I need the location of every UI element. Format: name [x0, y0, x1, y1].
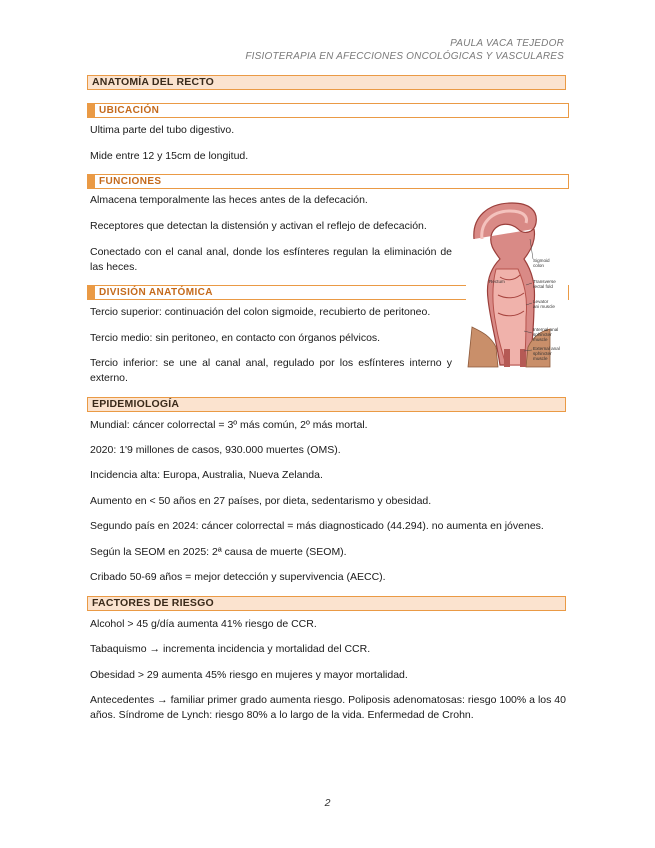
subsection-title-funciones: FUNCIONES: [87, 174, 569, 189]
section-title-anatomia: ANATOMÍA DEL RECTO: [87, 75, 566, 90]
paragraph: Incidencia alta: Europa, Australia, Nueva Zelanda.: [90, 469, 323, 481]
fig-label-sigmoid: Sigmoid: [533, 258, 550, 263]
header-author: PAULA VACA TEJEDOR: [450, 38, 564, 49]
fig-label-levator: ani muscle: [533, 304, 555, 309]
paragraph: Mundial: cáncer colorrectal = 3º más común, 2º más mortal.: [90, 419, 368, 431]
paragraph: Obesidad > 29 aumenta 45% riesgo en mujeres y mayor mortalidad.: [90, 669, 408, 681]
paragraph: Cribado 50-69 años = mejor detección y supervivencia (AECC).: [90, 571, 386, 583]
fig-label-external: muscle: [533, 356, 548, 361]
fig-label-levator: Levator: [533, 299, 549, 304]
paragraph: Antecedentes → familiar primer grado aumenta riesgo. Poliposis adenomatosas: riesgo 100% a los 40 años. Síndrome de Lynch: riesgo 80% a lo largo de la vida. Enfermedad de Crohn.: [90, 694, 566, 721]
fig-label-internal: Internal anal: [533, 327, 559, 332]
paragraph: Alcohol > 45 g/día aumenta 41% riesgo de CCR.: [90, 618, 317, 630]
paragraph: 2020: 1'9 millones de casos, 930.000 muertes (OMS).: [90, 444, 341, 456]
paragraph: Receptores que detectan la distensión y activan el reflejo de defecación.: [90, 220, 427, 232]
paragraph: Tercio medio: sin peritoneo, en contacto con órganos pélvicos.: [90, 332, 381, 344]
paragraph: Según la SEOM en 2025: 2ª causa de muerte (SEOM).: [90, 546, 347, 558]
paragraph: Almacena temporalmente las heces antes de la defecación.: [90, 194, 368, 206]
paragraph: Ultima parte del tubo digestivo.: [90, 124, 235, 136]
paragraph: Segundo país en 2024: cáncer colorrectal = más diagnosticado (44.294). no aumenta en jóvenes.: [90, 520, 544, 532]
section-title-factores: FACTORES DE RIESGO: [87, 596, 566, 611]
page-header: [245, 37, 564, 63]
fig-label-sigmoid: colon: [533, 263, 544, 268]
subsection-title-division: DIVISIÓN ANATÓMICA: [87, 285, 569, 300]
paragraph: Conectado con el canal anal, donde los esfínteres regulan la eliminación de las heces.: [90, 246, 452, 273]
fig-label-rectum: Rectum: [489, 279, 505, 284]
fig-label-internal: muscle: [533, 337, 548, 342]
paragraph: Tercio inferior: se une al canal anal, regulado por los esfínteres interno y externo.: [90, 357, 452, 384]
paragraph: Tabaquismo → incrementa incidencia y mortalidad del CCR.: [90, 643, 371, 655]
paragraph: Aumento en < 50 años en 27 países, por dieta, sedentarismo y obesidad.: [90, 495, 432, 507]
fig-label-internal: sphincter: [533, 332, 552, 337]
paragraph: Tercio superior: continuación del colon sigmoide, recubierto de peritoneo.: [90, 306, 431, 318]
paragraph: Mide entre 12 y 15cm de longitud.: [90, 150, 249, 162]
fig-label-external: sphincter: [533, 351, 552, 356]
rectum-anatomy-illustration: [466, 199, 568, 369]
fig-label-transverse: Transverse: [533, 279, 556, 284]
fig-label-external: External anal: [533, 346, 560, 351]
header-subject: FISIOTERAPIA EN AFECCIONES ONCOLÓGICAS Y VASCULARES: [245, 51, 564, 62]
subsection-title-ubicacion: UBICACIÓN: [87, 103, 569, 118]
page-number: 2: [324, 797, 331, 809]
fig-label-transverse: rectal fold: [533, 284, 553, 289]
section-title-epidemiologia: EPIDEMIOLOGÍA: [87, 397, 566, 412]
